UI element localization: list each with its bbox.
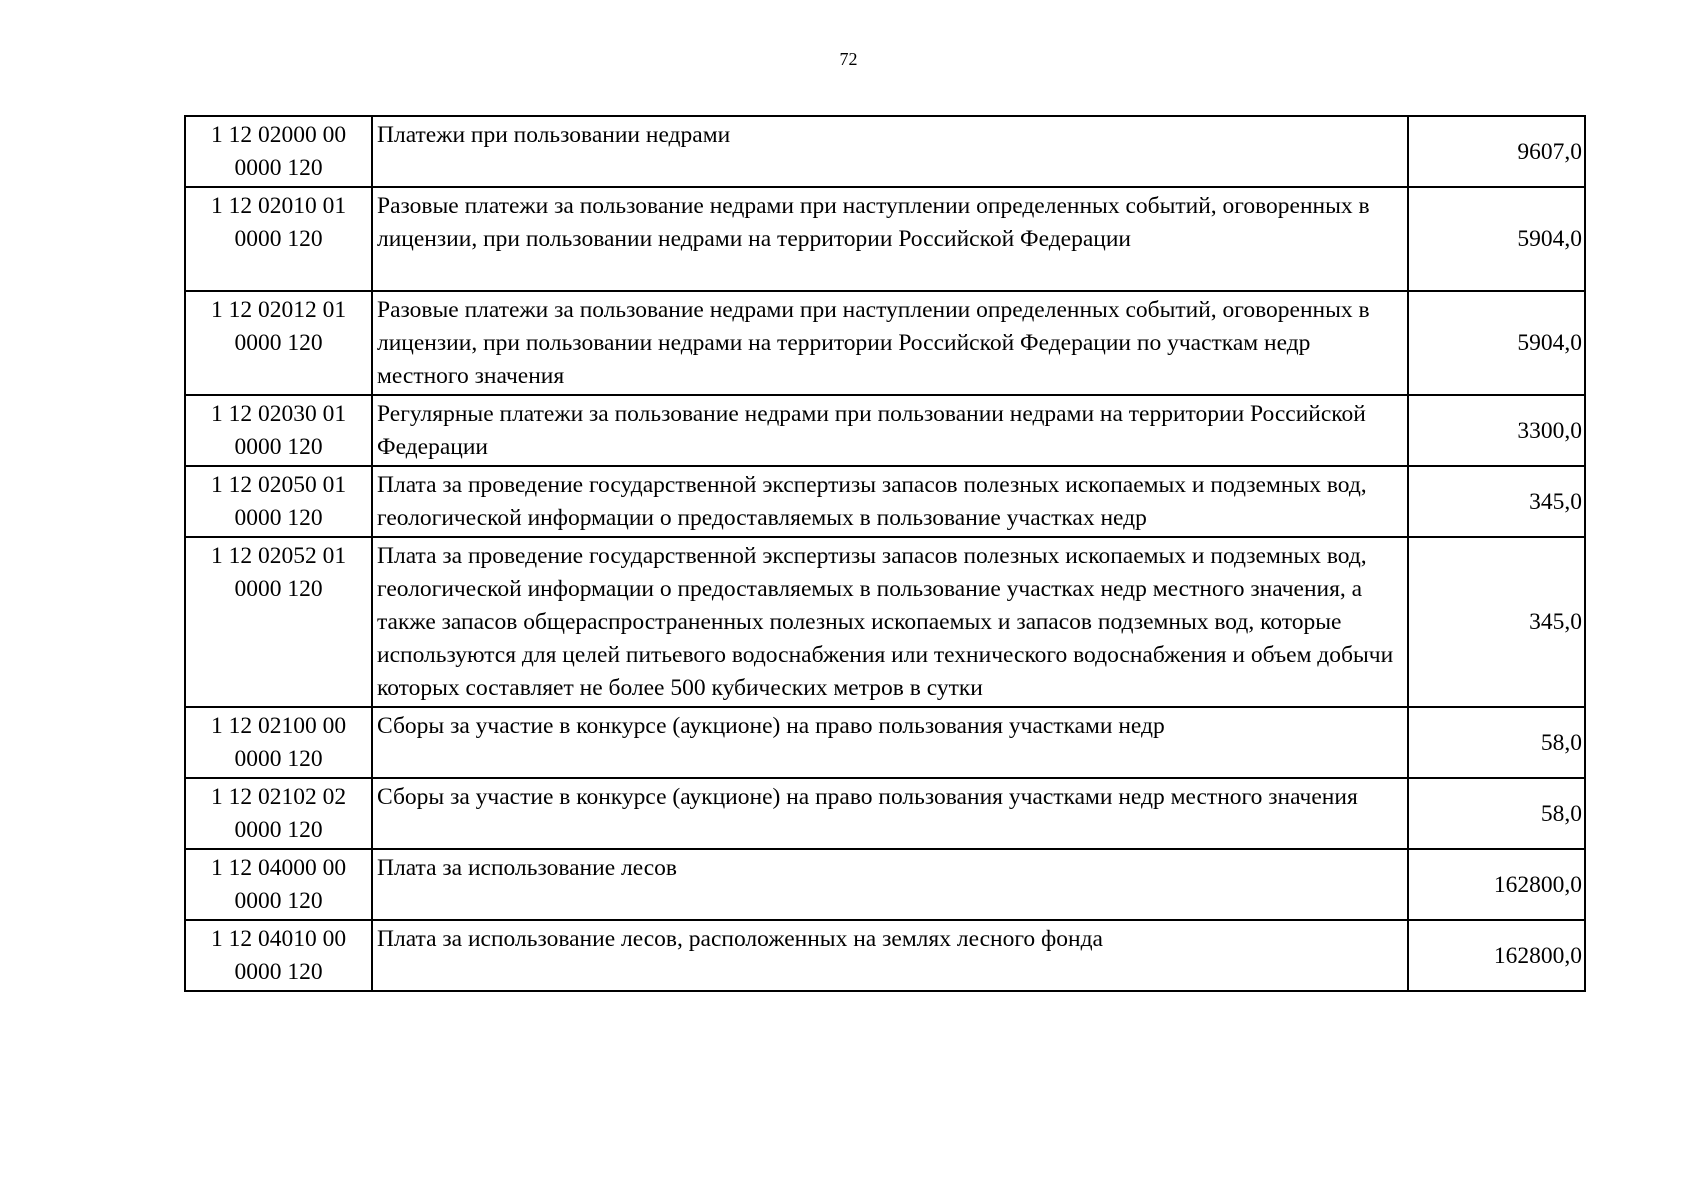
revenue-name-cell: Разовые платежи за пользование недрами при наступлении определенных событий, оговоренных в лицензии, при пользовании недрами на территории Российской Федерации по участкам недр местного значения (372, 291, 1408, 395)
budget-code-cell: 1 12 02000 00 0000 120 (185, 116, 372, 187)
budget-code-cell: 1 12 02052 01 0000 120 (185, 537, 372, 707)
revenue-name-cell: Регулярные платежи за пользование недрами при пользовании недрами на территории Российской Федерации (372, 395, 1408, 466)
amount-cell: 162800,0 (1408, 920, 1585, 991)
amount-cell: 58,0 (1408, 778, 1585, 849)
revenue-name-cell: Плата за использование лесов (372, 849, 1408, 920)
budget-code-cell: 1 12 02030 01 0000 120 (185, 395, 372, 466)
revenue-name-cell: Плата за использование лесов, расположенных на землях лесного фонда (372, 920, 1408, 991)
budget-code-cell: 1 12 02012 01 0000 120 (185, 291, 372, 395)
budget-code-cell: 1 12 04000 00 0000 120 (185, 849, 372, 920)
table-row (185, 466, 1585, 537)
amount-cell: 162800,0 (1408, 849, 1585, 920)
revenue-name-cell: Сборы за участие в конкурсе (аукционе) на право пользования участками недр местного значения (372, 778, 1408, 849)
table-row (185, 778, 1585, 849)
amount-cell: 9607,0 (1408, 116, 1585, 187)
amount-cell: 345,0 (1408, 466, 1585, 537)
amount-cell: 345,0 (1408, 537, 1585, 707)
budget-code-cell: 1 12 02050 01 0000 120 (185, 466, 372, 537)
page-number: 72 (839, 49, 858, 69)
budget-code-cell: 1 12 04010 00 0000 120 (185, 920, 372, 991)
budget-revenue-table (184, 115, 1586, 992)
budget-code-cell: 1 12 02100 00 0000 120 (185, 707, 372, 778)
table-row (185, 395, 1585, 466)
revenue-name-cell: Плата за проведение государственной экспертизы запасов полезных ископаемых и подземных вод, геологической информации о предоставляемых в пользование участках недр местного значения, а также запасов общераспространенных полезных ископаемых и запасов подземных вод, которые используются для целей питьевого водоснабжения или технического водоснабжения и объем добычи которых составляет не более 500 кубических метров в сутки (372, 537, 1408, 707)
table-row (185, 291, 1585, 395)
revenue-name-cell: Разовые платежи за пользование недрами при наступлении определенных событий, оговоренных в лицензии, при пользовании недрами на территории Российской Федерации (372, 187, 1408, 291)
table-row (185, 920, 1585, 991)
table-row (185, 116, 1585, 187)
revenue-name-cell: Плата за проведение государственной экспертизы запасов полезных ископаемых и подземных вод, геологической информации о предоставляемых в пользование участках недр (372, 466, 1408, 537)
revenue-name-cell: Платежи при пользовании недрами (372, 116, 1408, 187)
table-row (185, 707, 1585, 778)
amount-cell: 5904,0 (1408, 291, 1585, 395)
budget-code-cell: 1 12 02102 02 0000 120 (185, 778, 372, 849)
amount-cell: 5904,0 (1408, 187, 1585, 291)
table-row (185, 537, 1585, 707)
amount-cell: 58,0 (1408, 707, 1585, 778)
revenue-name-cell: Сборы за участие в конкурсе (аукционе) на право пользования участками недр (372, 707, 1408, 778)
budget-code-cell: 1 12 02010 01 0000 120 (185, 187, 372, 291)
table-row (185, 187, 1585, 291)
amount-cell: 3300,0 (1408, 395, 1585, 466)
table-row (185, 849, 1585, 920)
